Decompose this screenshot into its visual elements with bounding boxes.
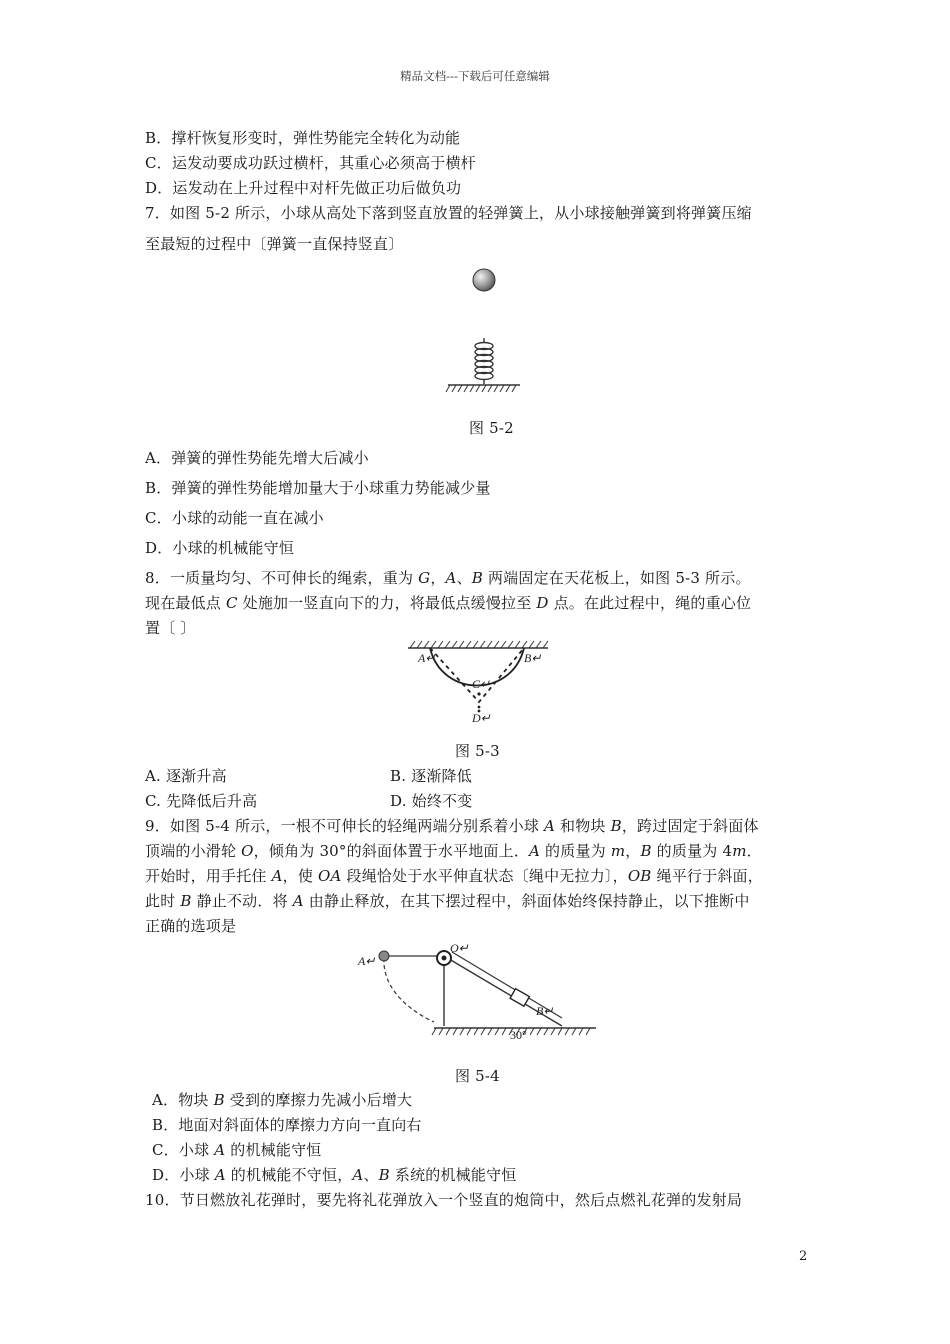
figure-5-4-caption: 图 5-4 [455,1067,500,1085]
figure-5-3-caption: 图 5-3 [455,742,500,760]
label-angle-30: 30° [510,1028,527,1042]
spring [475,338,493,384]
q7-option-b: B．弹簧的弹性势能增加量大于小球重力势能减少量 [145,479,491,497]
q8-option-a: A. 逐渐升高 [145,767,227,785]
q9-stem-line1: 9．如图 5-4 所示，一根不可伸长的轻绳两端分别系着小球 A 和物块 B，跨过固定于斜面体 [145,817,759,835]
q7-stem-line1: 7．如图 5-2 所示，小球从高处下落到竖直放置的轻弹簧上，从小球接触弹簧到将弹簧压缩 [145,204,752,222]
page-header: 精品文档---下载后可任意编辑 [400,69,550,83]
label-c: C↵ [472,677,491,691]
q7-option-a: A．弹簧的弹性势能先增大后减小 [145,449,369,467]
q8-stem-line2: 现在最低点 C 处施加一竖直向下的力，将最低点缓慢拉至 D 点。在此过程中，绳的重心位 [145,594,752,612]
figure-5-2-spring-ball [440,262,530,402]
q8-stem-line3: 置〔 〕 [145,619,196,637]
ceiling-hatch [408,641,548,648]
ground-hatch [446,385,520,392]
label-a: A↵ [418,651,436,665]
q6-option-d: D．运发动在上升过程中对杆先做正功后做负功 [145,179,462,197]
label-b: B↵ [536,1004,554,1018]
page-number: 2 [799,1249,808,1264]
figure-5-3-rope [402,638,552,728]
pulley-axle [442,956,447,961]
q9-option-a: A．物块 B 受到的摩擦力先减小后增大 [152,1091,413,1109]
q9-stem-line3: 开始时，用手托住 A，使 OA 段绳恰处于水平伸直状态〔绳中无拉力〕，OB 绳平行于斜面， [145,867,763,885]
figure-5-4-incline-pulley [352,942,602,1044]
figure-5-2-caption: 图 5-2 [469,419,514,437]
q10-stem-line1: 10．节日燃放礼花弹时，要先将礼花弹放入一个竖直的炮筒中，然后点燃礼花弹的发射局 [145,1191,743,1209]
block-b [510,989,529,1007]
q8-option-d: D. 始终不变 [390,792,473,810]
q8-option-b: B. 逐渐降低 [390,767,472,785]
q9-stem-line5: 正确的选项是 [145,917,237,935]
label-o: O↵ [450,942,469,955]
label-a: A↵ [358,954,376,968]
rope-pulled-dashed [430,648,524,702]
q9-option-b: B．地面对斜面体的摩擦力方向一直向右 [152,1116,422,1134]
q6-option-c: C．运发动要成功跃过横杆，其重心必须高于横杆 [145,154,476,172]
q8-stem-line1: 8．一质量均匀、不可伸长的绳索，重为 G，A、B 两端固定在天花板上，如图 5-3 所示。 [145,569,751,587]
q7-stem-line2: 至最短的过程中〔弹簧一直保持竖直〕 [145,235,404,253]
point-c-dot [477,692,480,695]
ball-swing-path [384,958,434,1022]
q8-option-c: C. 先降低后升高 [145,792,258,810]
label-b: B↵ [524,651,542,665]
ball [473,269,495,291]
q9-option-d: D．小球 A 的机械能不守恒，A、B 系统的机械能守恒 [152,1166,517,1184]
q9-option-c: C．小球 A 的机械能守恒 [152,1141,322,1159]
q7-option-d: D．小球的机械能守恒 [145,539,295,557]
ball-a [379,951,389,961]
q7-option-c: C．小球的动能一直在减小 [145,509,324,527]
q9-stem-line4: 此时 B 静止不动．将 A 由静止释放，在其下摆过程中，斜面体始终保持静止，以下推断中 [145,892,750,910]
label-d: D↵ [472,711,491,725]
point-d-dot-1 [478,706,481,709]
q6-option-b: B．撑杆恢复形变时，弹性势能完全转化为动能 [145,129,461,147]
q9-stem-line2: 顶端的小滑轮 O，倾角为 30°的斜面体置于水平地面上．A 的质量为 m，B 的质量为 4m． [145,842,762,860]
